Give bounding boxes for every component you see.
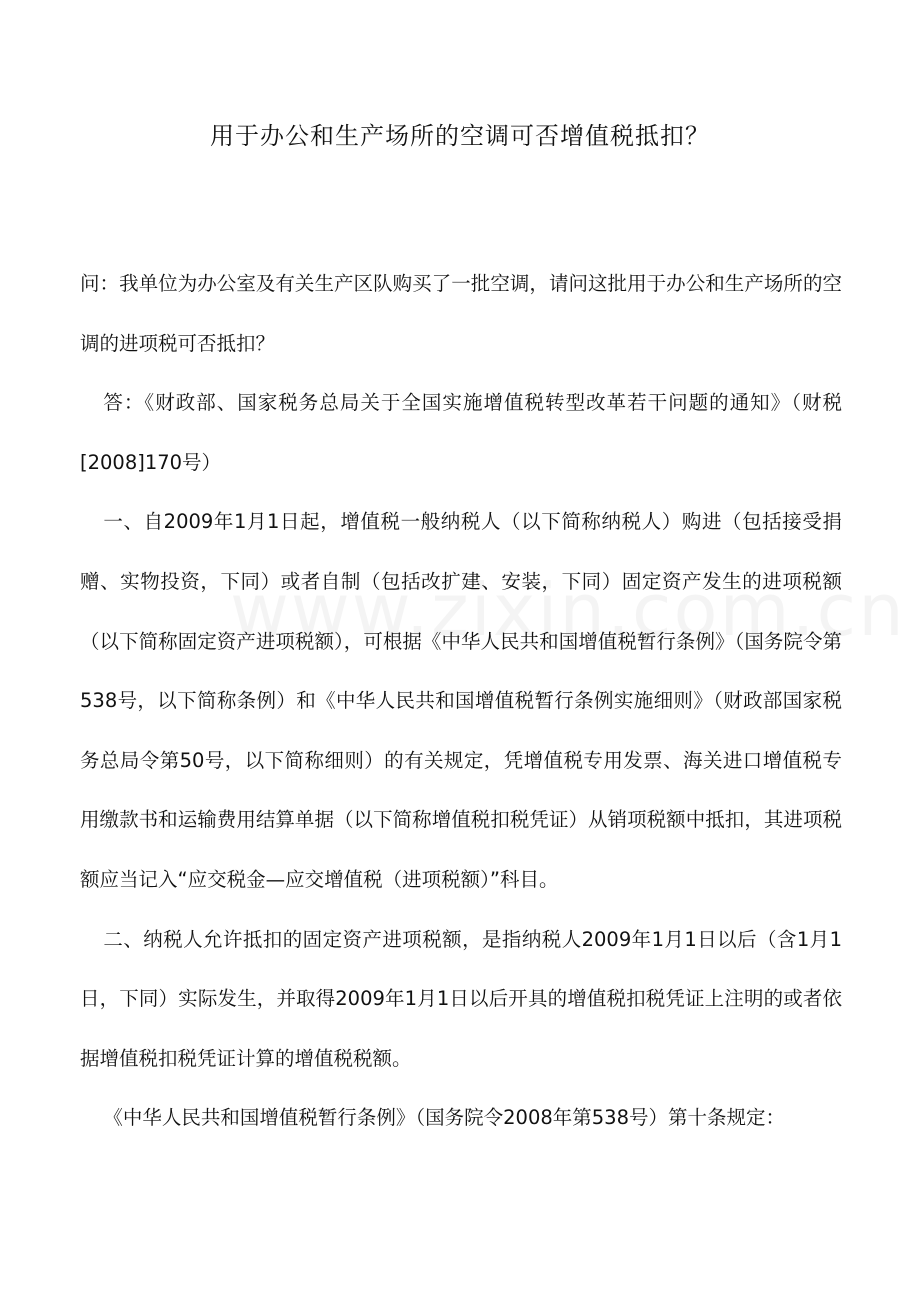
- paragraph-regulation-reference: 《中华人民共和国增值税暂行条例》（国务院令2008年第538号）第十条规定：: [103, 1106, 785, 1130]
- paragraph-question: 问：我单位为办公室及有关生产区队购买了一批空调，请问这批用于办公和生产场所的空调的进项税可否抵扣？: [80, 272, 842, 355]
- paragraph-item-one: 一、自2009年1月1日起，增值税一般纳税人（以下简称纳税人）购进（包括接受捐赠、实物投资，下同）或者自制（包括改扩建、安装，下同）固定资产发生的进项税额（以下简称固定资产进项税额），可根据《中华人民共和国增值税暂行条例》（国务院令第538号，以下简称条例）和《中华人民共和国增值税暂行条例实施细则》（财政部国家税务总局令第50号，以下简称细则）的有关规定，凭增值税专用发票、海关进口增值税专用缴款书和运输费用结算单据（以下简称增值税扣税凭证）从销项税额中抵扣，其进项税额应当记入“应交税金—应交增值税（进项税额）”科目。: [80, 510, 842, 891]
- paragraph-answer-intro: 答：《财政部、国家税务总局关于全国实施增值税转型改革若干问题的通知》（财税[2008]170号）: [80, 391, 842, 474]
- document-body: [80, 254, 842, 1148]
- paragraph-item-two: 二、纳税人允许抵扣的固定资产进项税额，是指纳税人2009年1月1日以后（含1月1日，下同）实际发生，并取得2009年1月1日以后开具的增值税扣税凭证上注明的或者依据增值税扣税凭证计算的增值税税额。: [80, 927, 842, 1070]
- page-title: 用于办公和生产场所的空调可否增值税抵扣？: [210, 122, 710, 150]
